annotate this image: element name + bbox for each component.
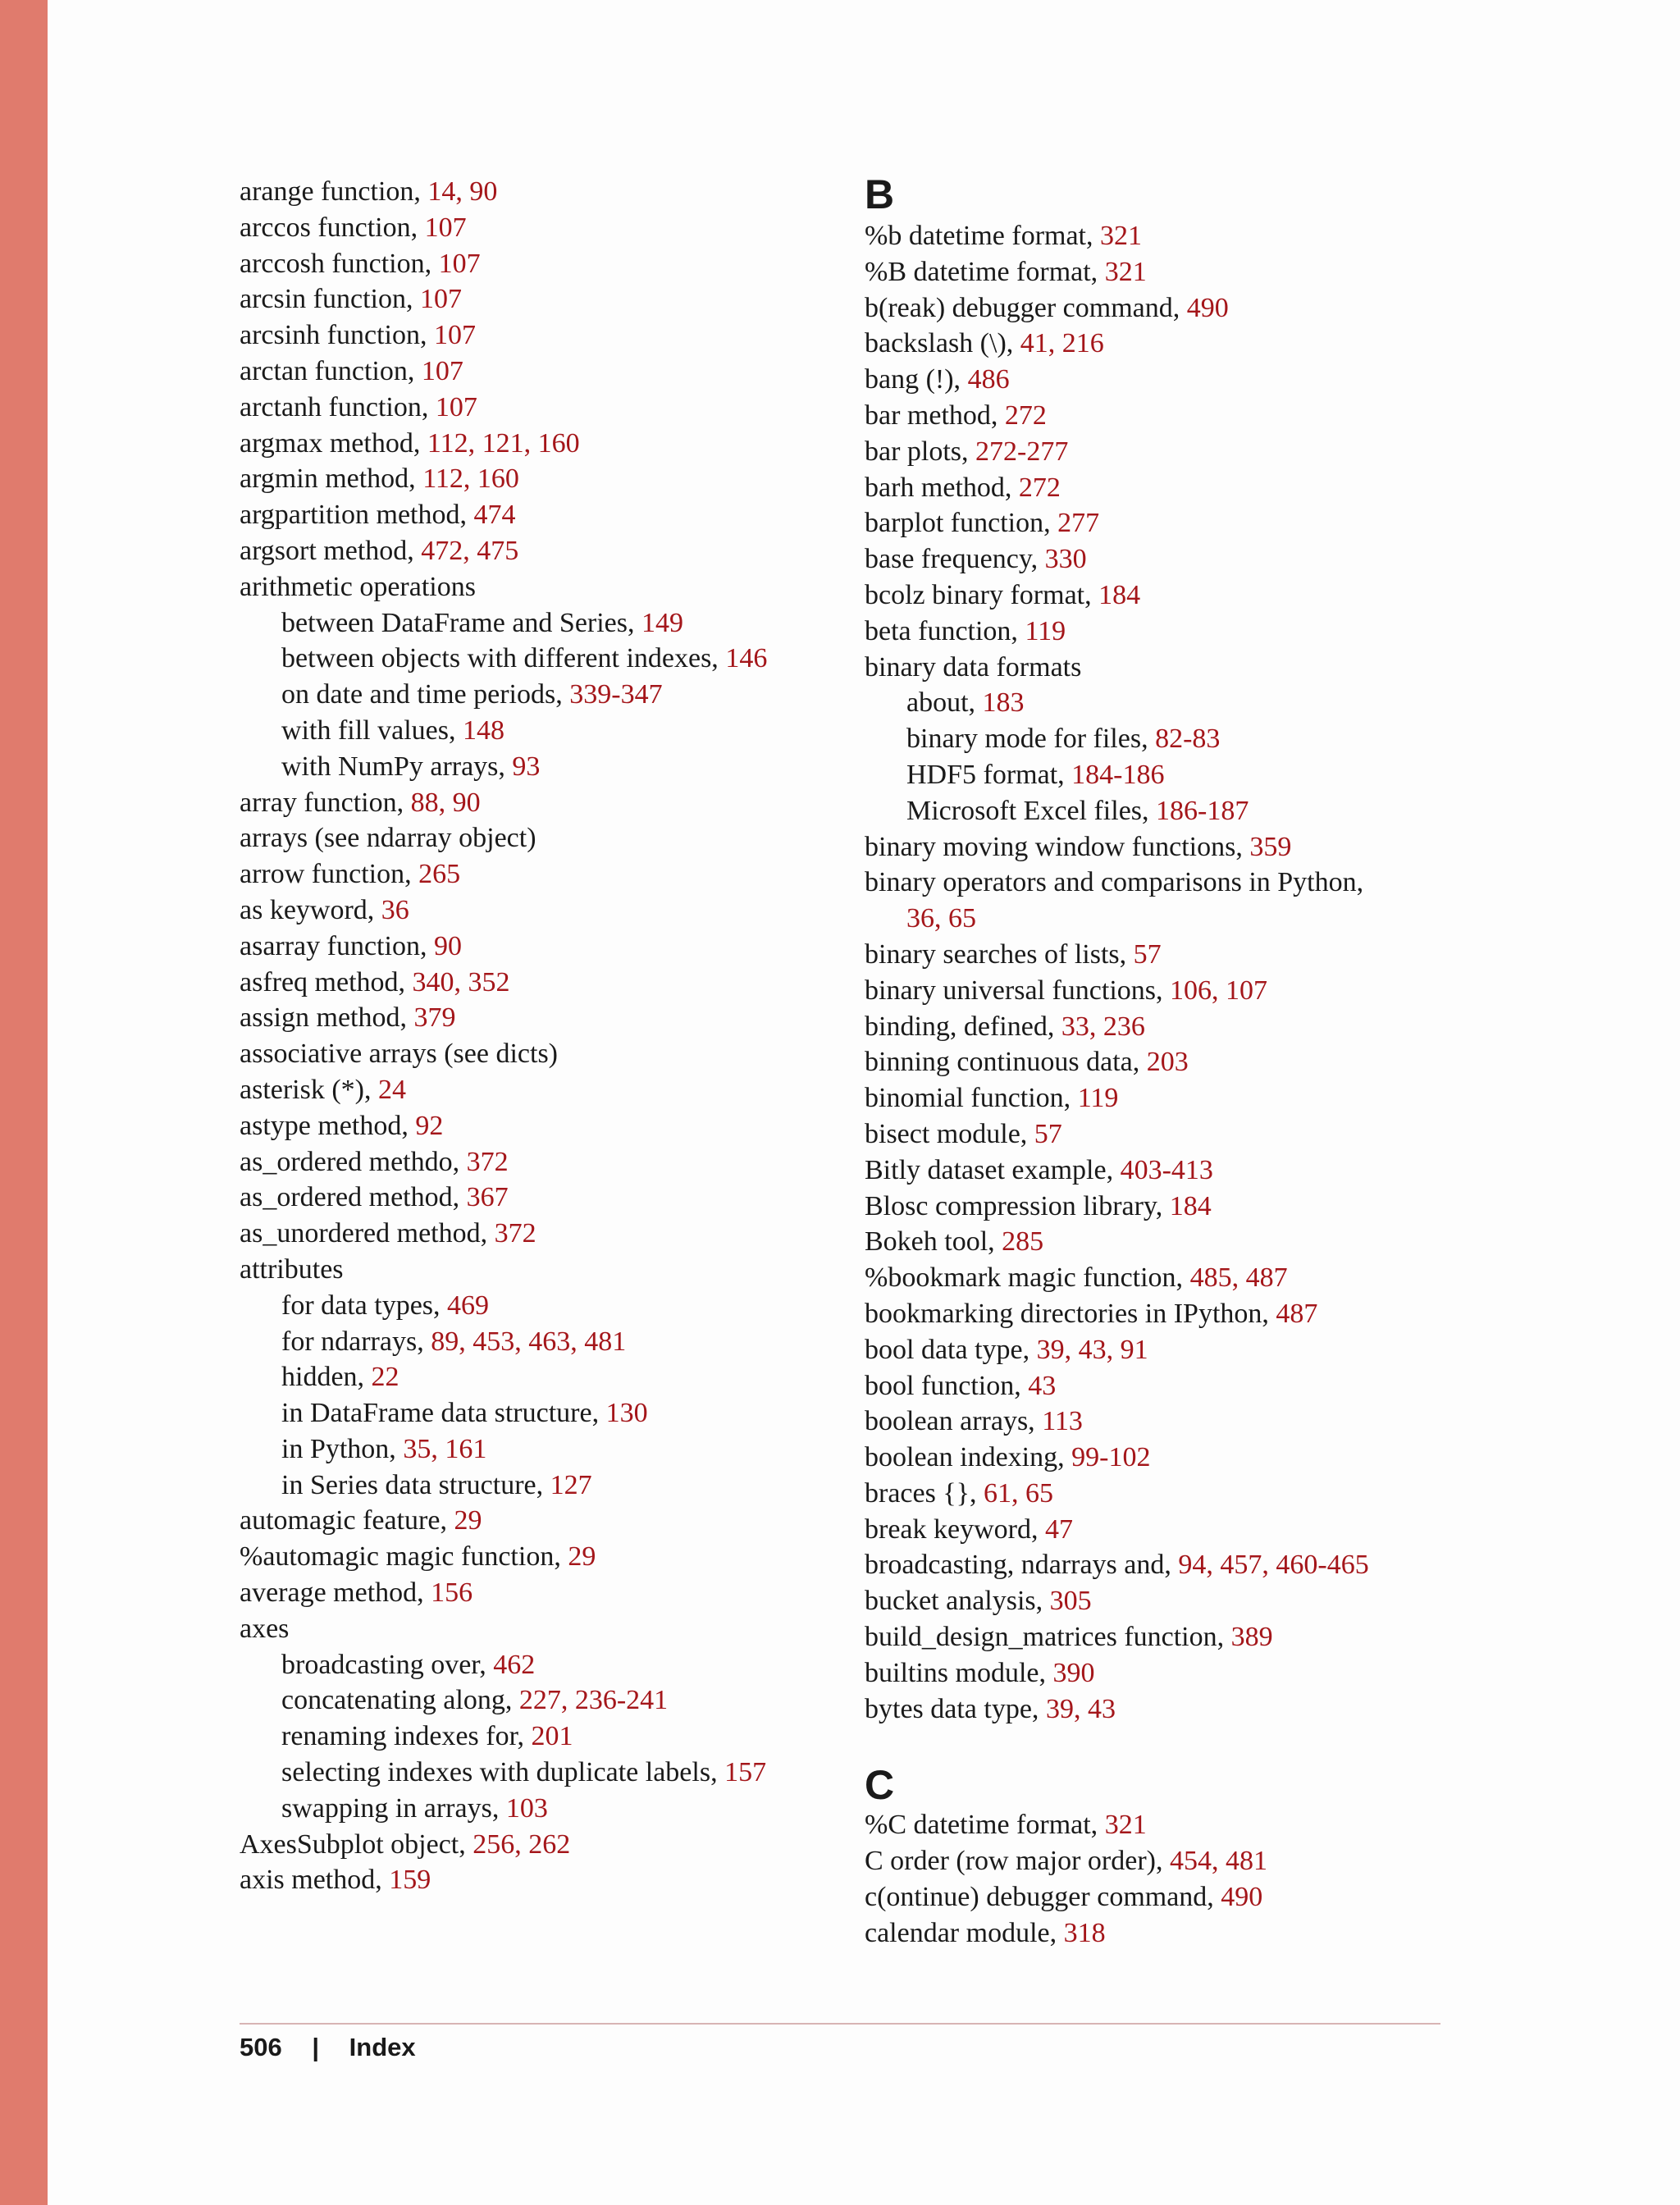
page-references[interactable]: 184 [1169,1190,1212,1221]
entry-term: as keyword, [240,894,381,925]
index-entry [865,541,1488,578]
entry-term: calendar module, [865,1917,1064,1948]
page-references[interactable]: 183 [982,687,1025,719]
page-references[interactable]: 146 [725,643,768,674]
entry-term: bang (!), [865,364,968,395]
index-entry [865,614,1488,650]
page-references[interactable]: 184-186 [1071,759,1165,790]
entry-term: as_ordered method, [240,1182,467,1213]
page-references[interactable]: 57 [1034,1118,1062,1149]
index-entry [865,1224,1488,1260]
entry-term: binding, defined, [865,1011,1061,1042]
index-entry [865,398,1488,434]
page-references[interactable]: 469 [447,1290,490,1321]
page-references[interactable]: 88, 90 [410,787,481,818]
entry-term: bucket analysis, [865,1586,1050,1617]
page-references[interactable]: 107 [434,320,476,351]
page-references[interactable]: 149 [641,607,683,638]
page-references[interactable]: 36, 65 [906,903,976,934]
page-references[interactable]: 272 [1004,399,1047,431]
page-references[interactable]: 24 [378,1074,407,1105]
index-subentry [240,677,830,713]
index-entry [865,578,1488,614]
entry-term: %b datetime format, [865,221,1101,251]
index-entry [865,1368,1488,1404]
entry-term: boolean indexing, [865,1442,1072,1473]
index-subentry [240,713,830,749]
section-title: Index [349,2033,416,2061]
index-entry [865,1547,1488,1583]
page-references[interactable]: 39, 43, 91 [1036,1334,1148,1365]
index-subentry [240,1431,830,1468]
page-edge-bar [0,0,48,2205]
entry-term: Microsoft Excel files, [906,795,1157,826]
page-references[interactable]: 119 [1077,1083,1119,1114]
entry-term: attributes [240,1253,344,1285]
index-entry [865,218,1488,254]
page-references[interactable]: 107 [438,248,481,279]
page-references[interactable]: 186-187 [1156,795,1249,826]
entry-term: bcolz binary format, [865,579,1099,610]
index-entry [865,1153,1488,1189]
page-references[interactable]: 157 [724,1757,767,1788]
page-references[interactable]: 119 [1025,615,1066,646]
page-references[interactable]: 486 [967,364,1010,395]
index-entry [240,1503,830,1539]
page-references[interactable]: 359 [1249,831,1292,862]
index-entry [865,1619,1488,1655]
entry-term: selecting indexes with duplicate labels, [281,1757,725,1788]
index-entry [240,1216,830,1252]
entry-term: arcsin function, [240,284,420,315]
page-references[interactable]: 272-277 [975,436,1069,467]
index-entry [240,317,830,354]
entry-term: arctanh function, [240,391,436,422]
index-entry [240,1827,830,1863]
entry-term: asterisk (*), [240,1074,379,1105]
index-subentry [240,749,830,785]
index-entry [240,1144,830,1180]
entry-term: arctan function, [240,355,422,386]
entry-term: bar plots, [865,436,976,467]
entry-term: argmin method, [240,463,423,495]
entry-term: %automagic magic function, [240,1541,568,1573]
index-entry [865,326,1488,362]
index-entry [240,1180,830,1216]
page-references[interactable]: 272 [1018,472,1061,503]
page-references[interactable]: 462 [493,1649,536,1680]
index-entry [865,1843,1488,1879]
page-references[interactable]: 39, 43 [1045,1693,1116,1724]
index-entry [865,362,1488,398]
index-entry [865,290,1488,326]
page-references[interactable]: 330 [1044,544,1087,575]
entry-term: barh method, [865,472,1019,503]
index-entry [240,1072,830,1108]
entry-term: binary operators and comparisons in Python, [865,867,1364,898]
index-section-letter: B [865,171,895,217]
entry-term: %bookmark magic function, [865,1262,1190,1294]
entry-term: binary moving window functions, [865,831,1250,862]
entry-term: broadcasting, ndarrays and, [865,1550,1179,1581]
page-references[interactable]: 92 [415,1110,444,1141]
index-subentry [865,757,1488,793]
index-entry [865,1879,1488,1915]
page-references[interactable]: 29 [568,1541,596,1573]
entry-term: with fill values, [281,714,463,746]
entry-term: hidden, [281,1362,372,1393]
page-references[interactable]: 390 [1052,1657,1095,1688]
index-entry [865,470,1488,506]
index-entry [865,505,1488,541]
page-references[interactable]: 107 [420,284,462,315]
entry-term: in Python, [281,1433,404,1464]
page-references[interactable]: 201 [531,1721,573,1752]
page-references[interactable]: 22 [371,1362,399,1393]
page-references[interactable]: 159 [389,1865,431,1896]
page-references[interactable]: 35, 161 [403,1433,487,1464]
entry-term: %B datetime format, [865,256,1105,287]
page-references[interactable]: 265 [418,859,461,890]
entry-term: AxesSubplot object, [240,1828,473,1860]
page-references[interactable]: 485, 487 [1189,1262,1288,1294]
index-entry [240,174,830,210]
index-entry [240,281,830,317]
index-entry [240,820,830,856]
entry-term: binary searches of lists, [865,938,1134,970]
entry-term: as_unordered method, [240,1218,495,1249]
page-references[interactable]: 379 [413,1002,456,1034]
index-entry [865,1691,1488,1728]
entry-term: in Series data structure, [281,1469,550,1500]
index-entry [865,650,1488,686]
entry-term: bar method, [865,399,1005,431]
entry-term: builtins module, [865,1657,1053,1688]
index-entry [240,497,830,533]
entry-term: arcsinh function, [240,320,434,351]
footer-separator: | [312,2033,320,2061]
entry-term: for ndarrays, [281,1326,431,1357]
page-references[interactable]: 156 [431,1577,473,1609]
index-entry [865,434,1488,470]
index-entry [240,426,830,462]
index-entry [240,569,830,605]
index-entry [865,973,1488,1009]
page-references[interactable]: 339-347 [569,679,663,710]
index-entry [240,1036,830,1072]
index-entry [240,1252,830,1288]
index-column-left [240,174,830,1898]
index-entry [865,1655,1488,1691]
index-entry [865,1044,1488,1080]
page-references[interactable]: 487 [1276,1298,1318,1329]
index-entry [240,1611,830,1647]
page-references[interactable]: 256, 262 [472,1828,571,1860]
entry-term: arrow function, [240,859,419,890]
page-references[interactable]: 367 [466,1182,509,1213]
page-references[interactable]: 57 [1133,938,1162,970]
entry-term: boolean arrays, [865,1406,1043,1437]
page-references[interactable]: 106, 107 [1170,975,1268,1006]
index-entry [865,1476,1488,1512]
entry-term: %C datetime format, [865,1810,1105,1841]
index-entry [240,1575,830,1611]
page-references[interactable]: 403-413 [1120,1154,1213,1185]
index-subentry [865,721,1488,757]
index-entry [865,1116,1488,1153]
index-subentry [240,605,830,641]
entry-term: for data types, [281,1290,448,1321]
page-references[interactable]: 305 [1049,1586,1092,1617]
entry-term: b(reak) debugger command, [865,292,1187,323]
entry-term: between objects with different indexes, [281,643,726,674]
entry-term: as_ordered methdo, [240,1146,467,1177]
page-references[interactable]: 454, 481 [1169,1846,1267,1877]
index-entry [865,1404,1488,1440]
index-entry [865,1296,1488,1332]
entry-term: barplot function, [865,508,1058,539]
entry-term: arrays (see ndarray object) [240,823,536,854]
page-references[interactable]: 372 [494,1218,536,1249]
page-references[interactable]: 113 [1042,1406,1083,1437]
page-references[interactable]: 321 [1104,256,1147,287]
page-references[interactable]: 285 [1002,1226,1044,1258]
page-references[interactable]: 43 [1028,1370,1057,1401]
entry-term: binning continuous data, [865,1047,1147,1078]
entry-term: braces {}, [865,1477,984,1509]
entry-term: bisect module, [865,1118,1034,1149]
page-references[interactable]: 61, 65 [983,1477,1053,1509]
index-entry [240,929,830,965]
index-entry [240,1108,830,1144]
index-entry [865,1189,1488,1225]
index-subentry [240,1324,830,1360]
page-references[interactable]: 340, 352 [412,966,510,998]
page-references[interactable]: 227, 236-241 [518,1685,669,1716]
page-references[interactable]: 112, 160 [422,463,519,495]
page-references[interactable]: 372 [466,1146,509,1177]
index-entry [865,1080,1488,1116]
index-subentry [240,1755,830,1791]
index-entry [240,1000,830,1036]
entry-term: between DataFrame and Series, [281,607,641,638]
entry-term: on date and time periods, [281,679,570,710]
entry-term: asarray function, [240,930,434,961]
footer-rule [240,2023,1440,2025]
page-references[interactable]: 389 [1230,1622,1273,1653]
index-subentry [865,685,1488,721]
index-subentry [865,793,1488,829]
index-entry [240,965,830,1001]
page-references[interactable]: 130 [605,1398,648,1429]
page-references[interactable]: 36 [381,894,409,925]
entry-term: arithmetic operations [240,571,476,602]
index-entry [240,1539,830,1575]
entry-term: swapping in arrays, [281,1792,506,1824]
index-entry [865,254,1488,290]
entry-term: argsort method, [240,535,422,566]
page-references[interactable]: 148 [462,714,504,746]
entry-term: in DataFrame data structure, [281,1398,606,1429]
index-entry [240,461,830,497]
entry-term: build_design_matrices function, [865,1622,1231,1653]
page-references[interactable]: 94, 457, 460-465 [1178,1550,1369,1581]
page-references[interactable]: 103 [505,1792,548,1824]
page-references[interactable]: 490 [1186,292,1229,323]
index-entry [865,865,1488,901]
index-entry [865,1332,1488,1368]
entry-term: arccosh function, [240,248,439,279]
index-entry [865,1440,1488,1476]
page-references[interactable]: 107 [435,391,477,422]
entry-term: asfreq method, [240,966,413,998]
index-entry [865,829,1488,865]
index-subentry [240,1468,830,1504]
entry-term: binomial function, [865,1083,1078,1114]
page-references[interactable]: 321 [1104,1810,1147,1841]
index-entry [240,785,830,821]
entry-term: arccos function, [240,212,425,243]
entry-term: HDF5 format, [906,759,1072,790]
entry-term: break keyword, [865,1513,1045,1545]
page-references[interactable]: 33, 236 [1061,1011,1145,1042]
page-references[interactable]: 203 [1146,1047,1189,1078]
entry-term: automagic feature, [240,1505,454,1536]
index-entry [240,892,830,929]
index-entry [240,1862,830,1898]
index-section-letter: C [865,1762,895,1809]
page-references[interactable]: 93 [512,751,541,782]
entry-term: renaming indexes for, [281,1721,532,1752]
entry-term: broadcasting over, [281,1649,494,1680]
index-entry [240,533,830,569]
entry-term: Bokeh tool, [865,1226,1002,1258]
page-references[interactable]: 127 [550,1469,592,1500]
entry-term: axis method, [240,1865,390,1896]
page-references[interactable]: 107 [421,355,463,386]
index-subentry [240,1682,830,1719]
page-references[interactable]: 107 [424,212,467,243]
entry-term: average method, [240,1577,431,1609]
index-subentry [240,1395,830,1431]
entry-term: binary data formats [865,651,1082,682]
page-references[interactable]: 99-102 [1071,1442,1151,1473]
index-entry [865,1915,1488,1952]
index-subentry [240,1359,830,1395]
entry-term: c(ontinue) debugger command, [865,1882,1221,1913]
index-entry [240,390,830,426]
index-entry [865,1009,1488,1045]
page-references[interactable]: 90 [433,930,462,961]
index-entry [240,210,830,246]
page-references[interactable]: 184 [1098,579,1141,610]
entry-term: associative arrays (see dicts) [240,1039,558,1070]
index-entry [865,901,1488,937]
entry-term: bool data type, [865,1334,1037,1365]
page-references[interactable]: 318 [1063,1917,1106,1948]
entry-term: bookmarking directories in IPython, [865,1298,1276,1329]
entry-term: assign method, [240,1002,414,1034]
entry-term: backslash (\), [865,328,1020,359]
entry-term: astype method, [240,1110,416,1141]
entry-term: beta function, [865,615,1025,646]
entry-term: argpartition method, [240,500,474,531]
entry-term: with NumPy arrays, [281,751,513,782]
entry-term: base frequency, [865,544,1045,575]
page-references[interactable]: 321 [1100,221,1143,251]
index-subentry [240,641,830,677]
index-entry [240,856,830,892]
index-subentry [240,1288,830,1324]
entry-term: arange function, [240,176,428,207]
page-references[interactable]: 41, 216 [1020,328,1104,359]
index-entry [865,937,1488,973]
page-references[interactable]: 89, 453, 463, 481 [431,1326,627,1357]
index-entry [865,1260,1488,1296]
page-number: 506 [240,2033,282,2061]
entry-term: bytes data type, [865,1693,1046,1724]
index-entry [865,1807,1488,1843]
entry-term: axes [240,1613,290,1644]
entry-term: Bitly dataset example, [865,1154,1121,1185]
entry-term: concatenating along, [281,1685,519,1716]
index-subentry [240,1791,830,1827]
entry-term: Blosc compression library, [865,1190,1170,1221]
index-subentry [240,1647,830,1683]
index-entry [240,246,830,282]
page-references[interactable]: 277 [1057,508,1100,539]
entry-term: array function, [240,787,411,818]
page-references[interactable]: 14, 90 [427,176,498,207]
page-references[interactable]: 47 [1044,1513,1073,1545]
page-footer [240,2033,416,2062]
entry-term: about, [906,687,983,719]
index-entry [865,1583,1488,1619]
page-references[interactable]: 112, 121, 160 [427,427,580,459]
index-subentry [240,1719,830,1755]
index-entry [240,354,830,390]
entry-term: C order (row major order), [865,1846,1170,1877]
page-references[interactable]: 490 [1221,1882,1263,1913]
page-references[interactable]: 474 [473,500,516,531]
page-references[interactable]: 29 [454,1505,482,1536]
entry-term: binary mode for files, [906,724,1156,755]
page-references[interactable]: 82-83 [1155,724,1221,755]
index-entry [865,1512,1488,1548]
index-column-right [865,171,1488,1952]
entry-term: argmax method, [240,427,427,459]
entry-term: binary universal functions, [865,975,1171,1006]
page-references[interactable]: 472, 475 [421,535,519,566]
entry-term: bool function, [865,1370,1029,1401]
